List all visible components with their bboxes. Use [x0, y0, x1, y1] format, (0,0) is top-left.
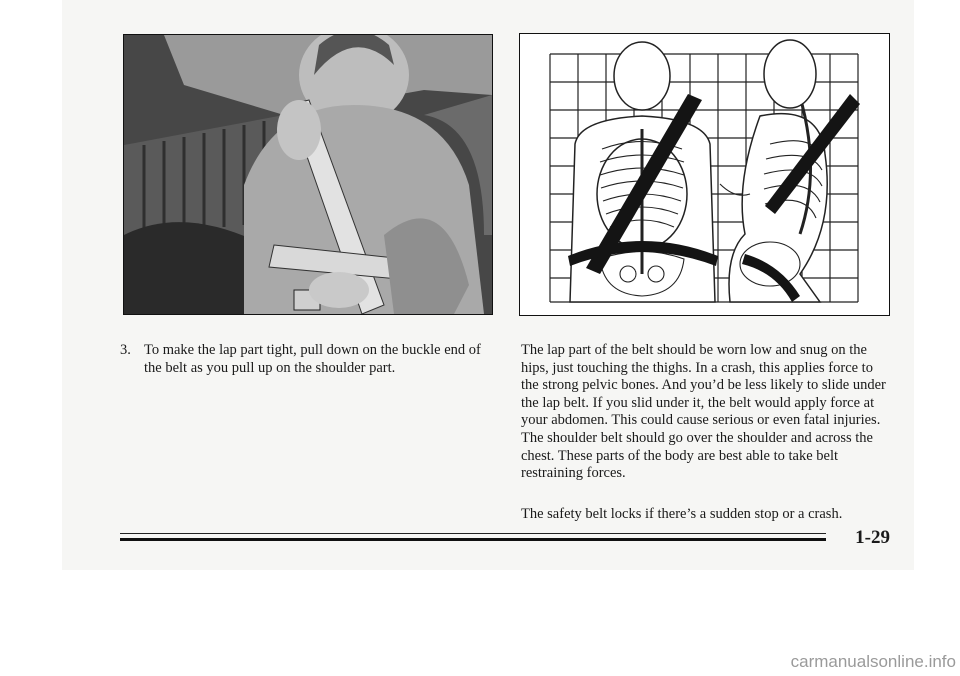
page-number: 1-29: [855, 527, 890, 548]
skeleton-diagram-art: [520, 34, 889, 315]
skeleton-diagram: [519, 33, 890, 316]
footer-rule-thin: [120, 533, 826, 534]
watermark: carmanualsonline.info: [790, 652, 956, 671]
lap-belt-paragraph: The lap part of the belt should be worn low and snug on the hips, just touching the thighs. In a crash, this applies force to the strong pelvic bones. And you’d be less likely to slide under the lap belt. If you slid under it, the belt would apply force at your abdomen. This could cause serious or even fatal injuries. The shoulder belt should go over the shoulder and across the chest. These parts of the body are best able to take belt restraining forces.: [521, 342, 886, 482]
step-number: 3.: [120, 342, 131, 358]
seatbelt-photo-art: [124, 35, 492, 314]
footer-rule-thick: [120, 538, 826, 541]
step-3: [120, 342, 500, 377]
step-text: To make the lap part tight, pull down on the buckle end of the belt as you pull up on the shoulder part.: [144, 342, 481, 376]
seatbelt-photo: [123, 34, 493, 315]
belt-lock-paragraph: The safety belt locks if there’s a sudden stop or a crash.: [521, 506, 843, 522]
